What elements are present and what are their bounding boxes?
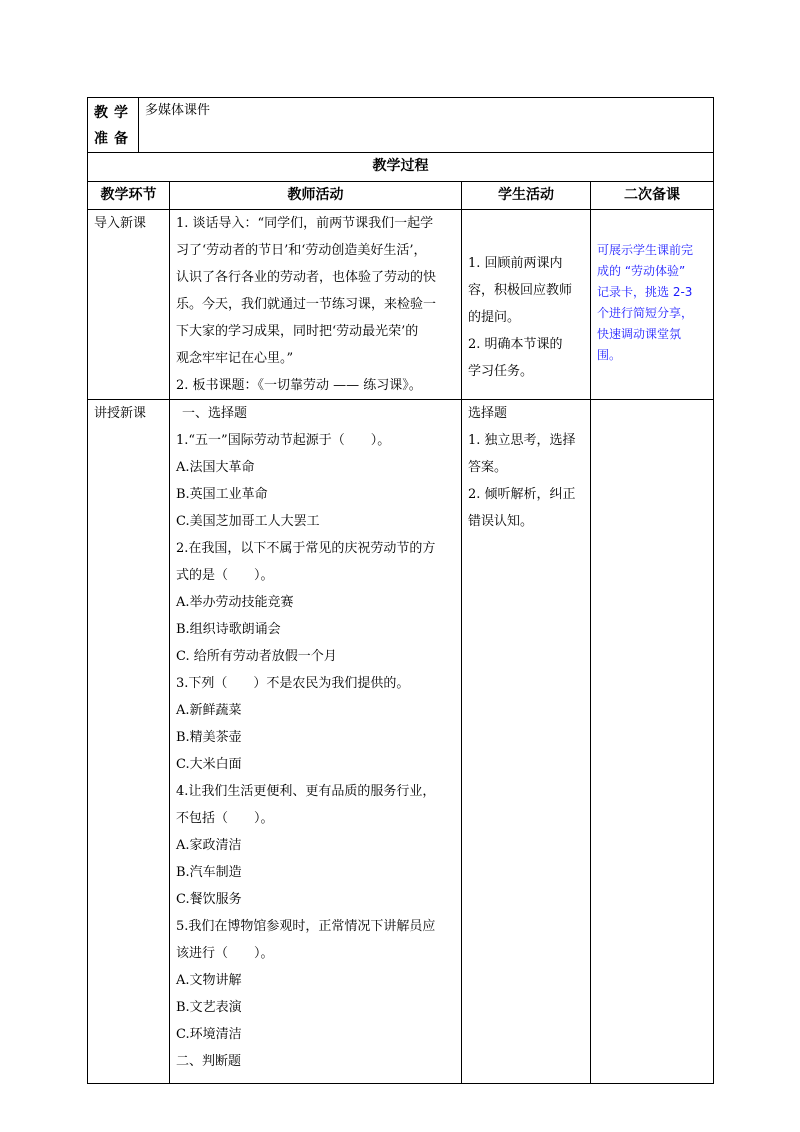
- teach-teacher-line: 不包括（ ）。: [176, 810, 274, 826]
- teach-teacher-line: 1.“五一”国际劳动节起源于（ ）。: [176, 432, 391, 448]
- teach-notes: [591, 399, 714, 1083]
- intro-student-line: 容，积极回应教师: [468, 282, 573, 298]
- teach-teacher-line: 二、判断题: [176, 1053, 242, 1069]
- teach-teacher-line: A.举办劳动技能竞赛: [176, 594, 294, 610]
- teach-student-line: 答案。: [468, 459, 508, 475]
- intro-notes-line: 围。: [597, 347, 622, 362]
- prep-label-line1: 教学: [94, 105, 134, 121]
- header-stage: 教学环节: [88, 181, 170, 209]
- teach-student: [462, 399, 591, 1083]
- teach-student-line: 1. 独立思考，选择: [468, 432, 576, 448]
- header-student: 学生活动: [462, 181, 591, 209]
- teach-teacher-line: 式的是（ ）。: [176, 567, 274, 583]
- teach-teacher-line: A.法国大革命: [176, 459, 255, 475]
- intro-notes-line: 记录卡，挑选 2-3: [597, 284, 693, 299]
- intro-student-line: 1. 回顾前两课内: [468, 255, 563, 271]
- teach-teacher-line: 3.下列（ ）不是农民为我们提供的。: [176, 675, 410, 691]
- prep-label: [88, 98, 139, 153]
- teach-teacher-line: C.美国芝加哥工人大罢工: [176, 513, 320, 529]
- intro-teacher-line: 下大家的学习成果，同时把‘劳动最光荣’的: [176, 323, 419, 339]
- prep-label-line2: 准备: [94, 131, 134, 147]
- intro-student-line: 学习任务。: [468, 363, 534, 379]
- intro-teacher-line: 乐。今天，我们就通过一节练习课，来检验一: [176, 296, 437, 312]
- teach-teacher-line: B.汽车制造: [176, 864, 242, 880]
- intro-notes-line: 快速调动课堂氛: [597, 326, 682, 341]
- intro-teacher: [170, 209, 462, 399]
- teach-teacher-line: C.大米白面: [176, 756, 242, 772]
- teach-teacher-line: B.文艺表演: [176, 999, 242, 1015]
- teach-teacher-line: B.英国工业革命: [176, 486, 268, 502]
- teach-teacher-line: 5.我们在博物馆参观时，正常情况下讲解员应: [176, 918, 436, 934]
- intro-notes-line: 个进行简短分享，: [597, 305, 694, 320]
- header-notes: 二次备课: [591, 181, 714, 209]
- intro-student-line: 2. 明确本节课的: [468, 336, 563, 352]
- teach-teacher-line: 2.在我国，以下不属于常见的庆祝劳动节的方: [176, 540, 436, 556]
- teach-teacher-line: 一、选择题: [182, 405, 248, 421]
- intro-stage: 导入新课: [88, 209, 170, 399]
- teach-stage: 讲授新课: [88, 399, 170, 1083]
- teach-teacher-line: A.家政清洁: [176, 837, 242, 853]
- teach-student-line: 错误认知。: [468, 513, 534, 529]
- intro-teacher-line: 习了‘劳动者的节日’和‘劳动创造美好生活’，: [176, 242, 427, 258]
- intro-teacher-line: 观念牢牢记在心里。”: [176, 350, 294, 366]
- intro-notes: [591, 209, 714, 399]
- teach-student-line: 选择题: [468, 405, 508, 421]
- teach-teacher-line: 4.让我们生活更便利、更有品质的服务行业，: [176, 783, 436, 799]
- teach-teacher-line: 该进行（ ）。: [176, 945, 274, 961]
- intro-notes-line: 成的 “劳动体验”: [597, 263, 686, 278]
- intro-notes-line: 可展示学生课前完: [597, 242, 694, 257]
- teach-teacher-line: A.文物讲解: [176, 972, 242, 988]
- teach-teacher-line: C.环境清洁: [176, 1026, 242, 1042]
- intro-teacher-line: 2. 板书课题：《一切靠劳动 —— 练习课》。: [176, 377, 422, 393]
- teach-teacher-line: C.餐饮服务: [176, 891, 242, 907]
- intro-teacher-line: 认识了各行各业的劳动者，也体验了劳动的快: [176, 269, 437, 285]
- intro-row: [88, 209, 714, 399]
- header-teacher: 教师活动: [170, 181, 462, 209]
- teach-teacher: [170, 399, 462, 1083]
- prep-table: [87, 97, 714, 153]
- process-title: 教学过程: [88, 153, 714, 181]
- intro-student-line: 的提问。: [468, 309, 521, 325]
- teach-teacher-line: B.组织诗歌朗诵会: [176, 621, 281, 637]
- intro-teacher-line: 1. 谈话导入：“同学们，前两节课我们一起学: [176, 215, 434, 231]
- teach-teacher-line: C. 给所有劳动者放假一个月: [176, 648, 337, 664]
- prep-value: 多媒体课件: [139, 98, 714, 153]
- teach-teacher-line: A.新鲜蔬菜: [176, 702, 242, 718]
- teach-row: [88, 399, 714, 1083]
- intro-student: [462, 209, 591, 399]
- process-table: [87, 153, 714, 1084]
- lesson-plan-page: [87, 97, 713, 1084]
- teach-teacher-line: B.精美茶壶: [176, 729, 242, 745]
- teach-student-line: 2. 倾听解析，纠正: [468, 486, 576, 502]
